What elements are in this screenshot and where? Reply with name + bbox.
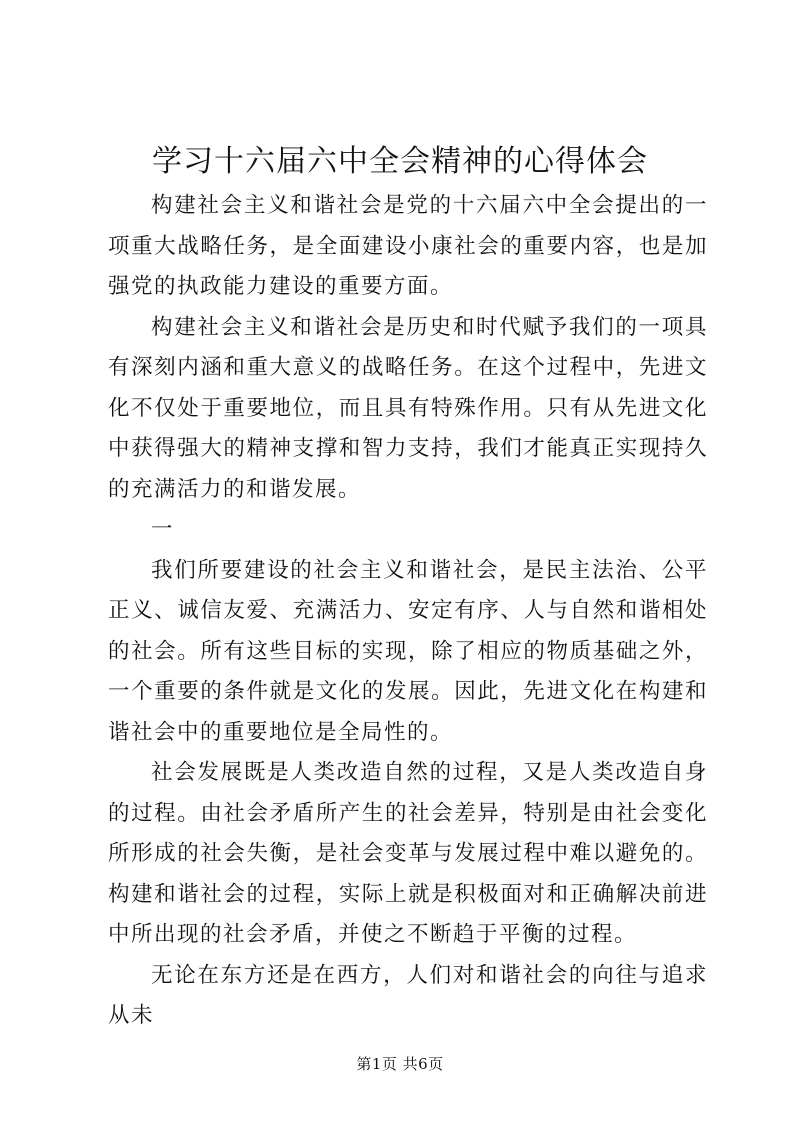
section-number: 一 [151,517,175,542]
paragraph-5: 无论在东方还是在西方，人们对和谐社会的向往与追求从未 [108,962,708,1028]
document-title: 学习十六届六中全会精神的心得体会 [152,144,648,179]
paragraph-2: 构建社会主义和谐社会是历史和时代赋予我们的一项具有深刻内涵和重大意义的战略任务。在这个过程中，先进文化不仅处于重要地位，而且具有特殊作用。只有从先进文化中获得强大的精神支撑和智力支持，我们才能真正实现持久的充满活力的和谐发展。 [108,314,708,502]
page-footer: 第1页 共6页 [356,1055,444,1073]
paragraph-1: 构建社会主义和谐社会是党的十六届六中全会提出的一项重大战略任务，是全面建设小康社会的重要内容，也是加强党的执政能力建设的重要方面。 [108,193,708,299]
document-body [108,186,708,1037]
paragraph-4: 社会发展既是人类改造自然的过程，又是人类改造自身的过程。由社会矛盾所产生的社会差异，特别是由社会变化所形成的社会失衡，是社会变革与发展过程中难以避免的。构建和谐社会的过程，实际上就是积极面对和正确解决前进中所出现的社会矛盾，并使之不断趋于平衡的过程。 [108,760,708,947]
paragraph-3: 我们所要建设的社会主义和谐社会，是民主法治、公平正义、诚信友爱、充满活力、安定有序、人与自然和谐相处的社会。所有这些目标的实现，除了相应的物质基础之外，一个重要的条件就是文化的发展。因此，先进文化在构建和谐社会中的重要地位是全局性的。 [108,557,708,745]
